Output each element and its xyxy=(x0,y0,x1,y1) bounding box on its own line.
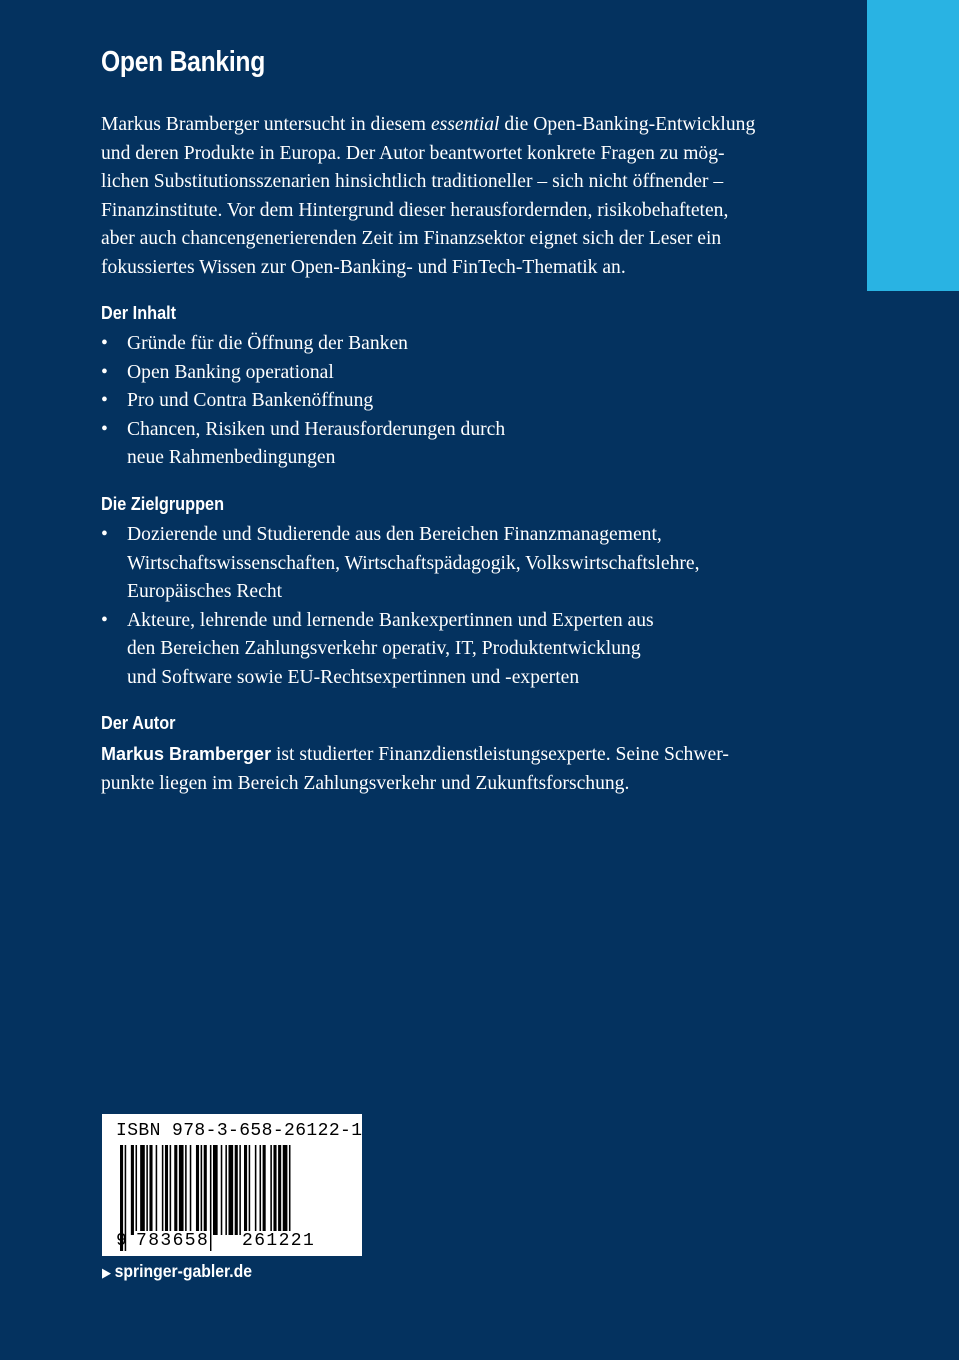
barcode-bar xyxy=(235,1145,238,1235)
barcode-bar xyxy=(201,1145,203,1235)
accent-strip xyxy=(867,0,959,291)
intro-line-2: und deren Produkte in Europa. Der Autor beantwortet konkrete Fragen zu mög- xyxy=(101,142,725,164)
barcode-bar xyxy=(229,1145,234,1235)
barcode-bar xyxy=(244,1145,247,1235)
emphasis-essential: essential xyxy=(430,114,500,135)
barcode-bar xyxy=(165,1145,168,1235)
ean-left-digits: 783658 xyxy=(136,1231,210,1251)
book-title: Open Banking xyxy=(101,46,266,78)
barcode-bar xyxy=(260,1145,262,1235)
barcode-bar xyxy=(249,1145,251,1235)
barcode-bar xyxy=(190,1145,192,1235)
heading-inhalt: Der Inhalt xyxy=(101,302,177,323)
barcode-bar xyxy=(131,1145,134,1235)
intro-line-5: aber auch chancengenerierenden Zeit im Finanzsektor eignet sich der Leser ein xyxy=(101,228,722,250)
list-item: • Chancen, Risiken und Herausforderungen durch neue Rahmenbedingungen xyxy=(101,416,505,473)
barcode-bar xyxy=(149,1145,152,1235)
barcode-bar xyxy=(174,1145,177,1235)
barcode-bar xyxy=(185,1145,187,1235)
barcode-bar xyxy=(196,1145,199,1235)
barcode-bar xyxy=(278,1145,281,1235)
play-arrow-icon: ▶ xyxy=(102,1265,111,1280)
isbn-label: ISBN 978-3-658-26122-1 xyxy=(116,1121,363,1141)
intro-line-4: Finanzinstitute. Vor dem Hintergrund dieser herausfordernden, risikobehafteten, xyxy=(101,199,729,221)
intro-line-1: Markus Bramberger untersucht in diesem essential die Open-Banking-Entwicklung xyxy=(101,114,756,135)
barcode-bar xyxy=(263,1145,266,1235)
barcode-bar xyxy=(140,1145,145,1235)
barcode-bar xyxy=(136,1145,138,1235)
barcode-bar xyxy=(170,1145,172,1235)
list-item: • Akteure, lehrende und lernende Bankexpertinnen und Experten aus den Bereichen Zahlungsverkehr operativ, IT, Produktentwicklung und Software sowie EU-Rechtsexpertinnen und -experten xyxy=(101,607,700,693)
ean-right-digits: 261221 xyxy=(242,1231,316,1251)
bullet-icon: • xyxy=(101,524,108,545)
author-line-1: Markus Bramberger ist studierter Finanzdienstleistungsexperte. Seine Schwer- xyxy=(101,744,729,765)
barcode-bar xyxy=(239,1145,241,1235)
intro-line-6: fokussiertes Wissen zur Open-Banking- und FinTech-Thematik an. xyxy=(101,256,626,278)
barcode-bar xyxy=(156,1145,158,1235)
zielgruppen-list xyxy=(101,521,700,693)
list-item: • Gründe für die Öffnung der Banken xyxy=(101,330,505,359)
author-name: Markus Bramberger xyxy=(101,744,272,764)
barcode-bar xyxy=(179,1145,184,1235)
barcode-bar xyxy=(273,1145,276,1235)
barcode-bar xyxy=(255,1145,257,1235)
website-link[interactable] xyxy=(102,1261,252,1282)
bullet-icon: • xyxy=(101,333,108,354)
bullet-icon: • xyxy=(101,361,108,383)
barcode-bar xyxy=(146,1145,148,1235)
inhalt-list xyxy=(101,330,505,473)
ean-lead-digit: 9 xyxy=(116,1231,127,1251)
bullet-icon: • xyxy=(101,418,108,440)
barcode-bar xyxy=(221,1145,223,1235)
list-item: • Pro und Contra Bankenöffnung xyxy=(101,387,505,416)
bullet-icon: • xyxy=(101,390,108,412)
website-url: springer-gabler.de xyxy=(114,1261,253,1281)
bullet-icon: • xyxy=(101,609,108,631)
barcode-bar xyxy=(225,1145,227,1235)
intro-paragraph xyxy=(101,111,817,283)
intro-line-3: lichen Substitutionsszenarien hinsichtlich traditioneller – sich nicht öffnender – xyxy=(101,171,724,193)
list-item: • Open Banking operational xyxy=(101,359,505,388)
heading-autor: Der Autor xyxy=(101,712,176,733)
author-line-2: punkte liegen im Bereich Zahlungsverkehr und Zukunftsforschung. xyxy=(101,772,630,794)
heading-zielgruppen: Die Zielgruppen xyxy=(101,493,225,514)
isbn-barcode xyxy=(102,1114,362,1256)
barcode-bar xyxy=(162,1145,164,1235)
list-item: • Dozierende und Studierende aus den Bereichen Finanzmanagement, Wirtschaftswissenschaften, Wirtschaftspädagogik, Volkswirtschaftslehre, Europäisches Recht xyxy=(101,521,700,607)
barcode-bar xyxy=(270,1145,272,1235)
author-paragraph xyxy=(101,740,817,798)
barcode-bar xyxy=(213,1145,218,1235)
